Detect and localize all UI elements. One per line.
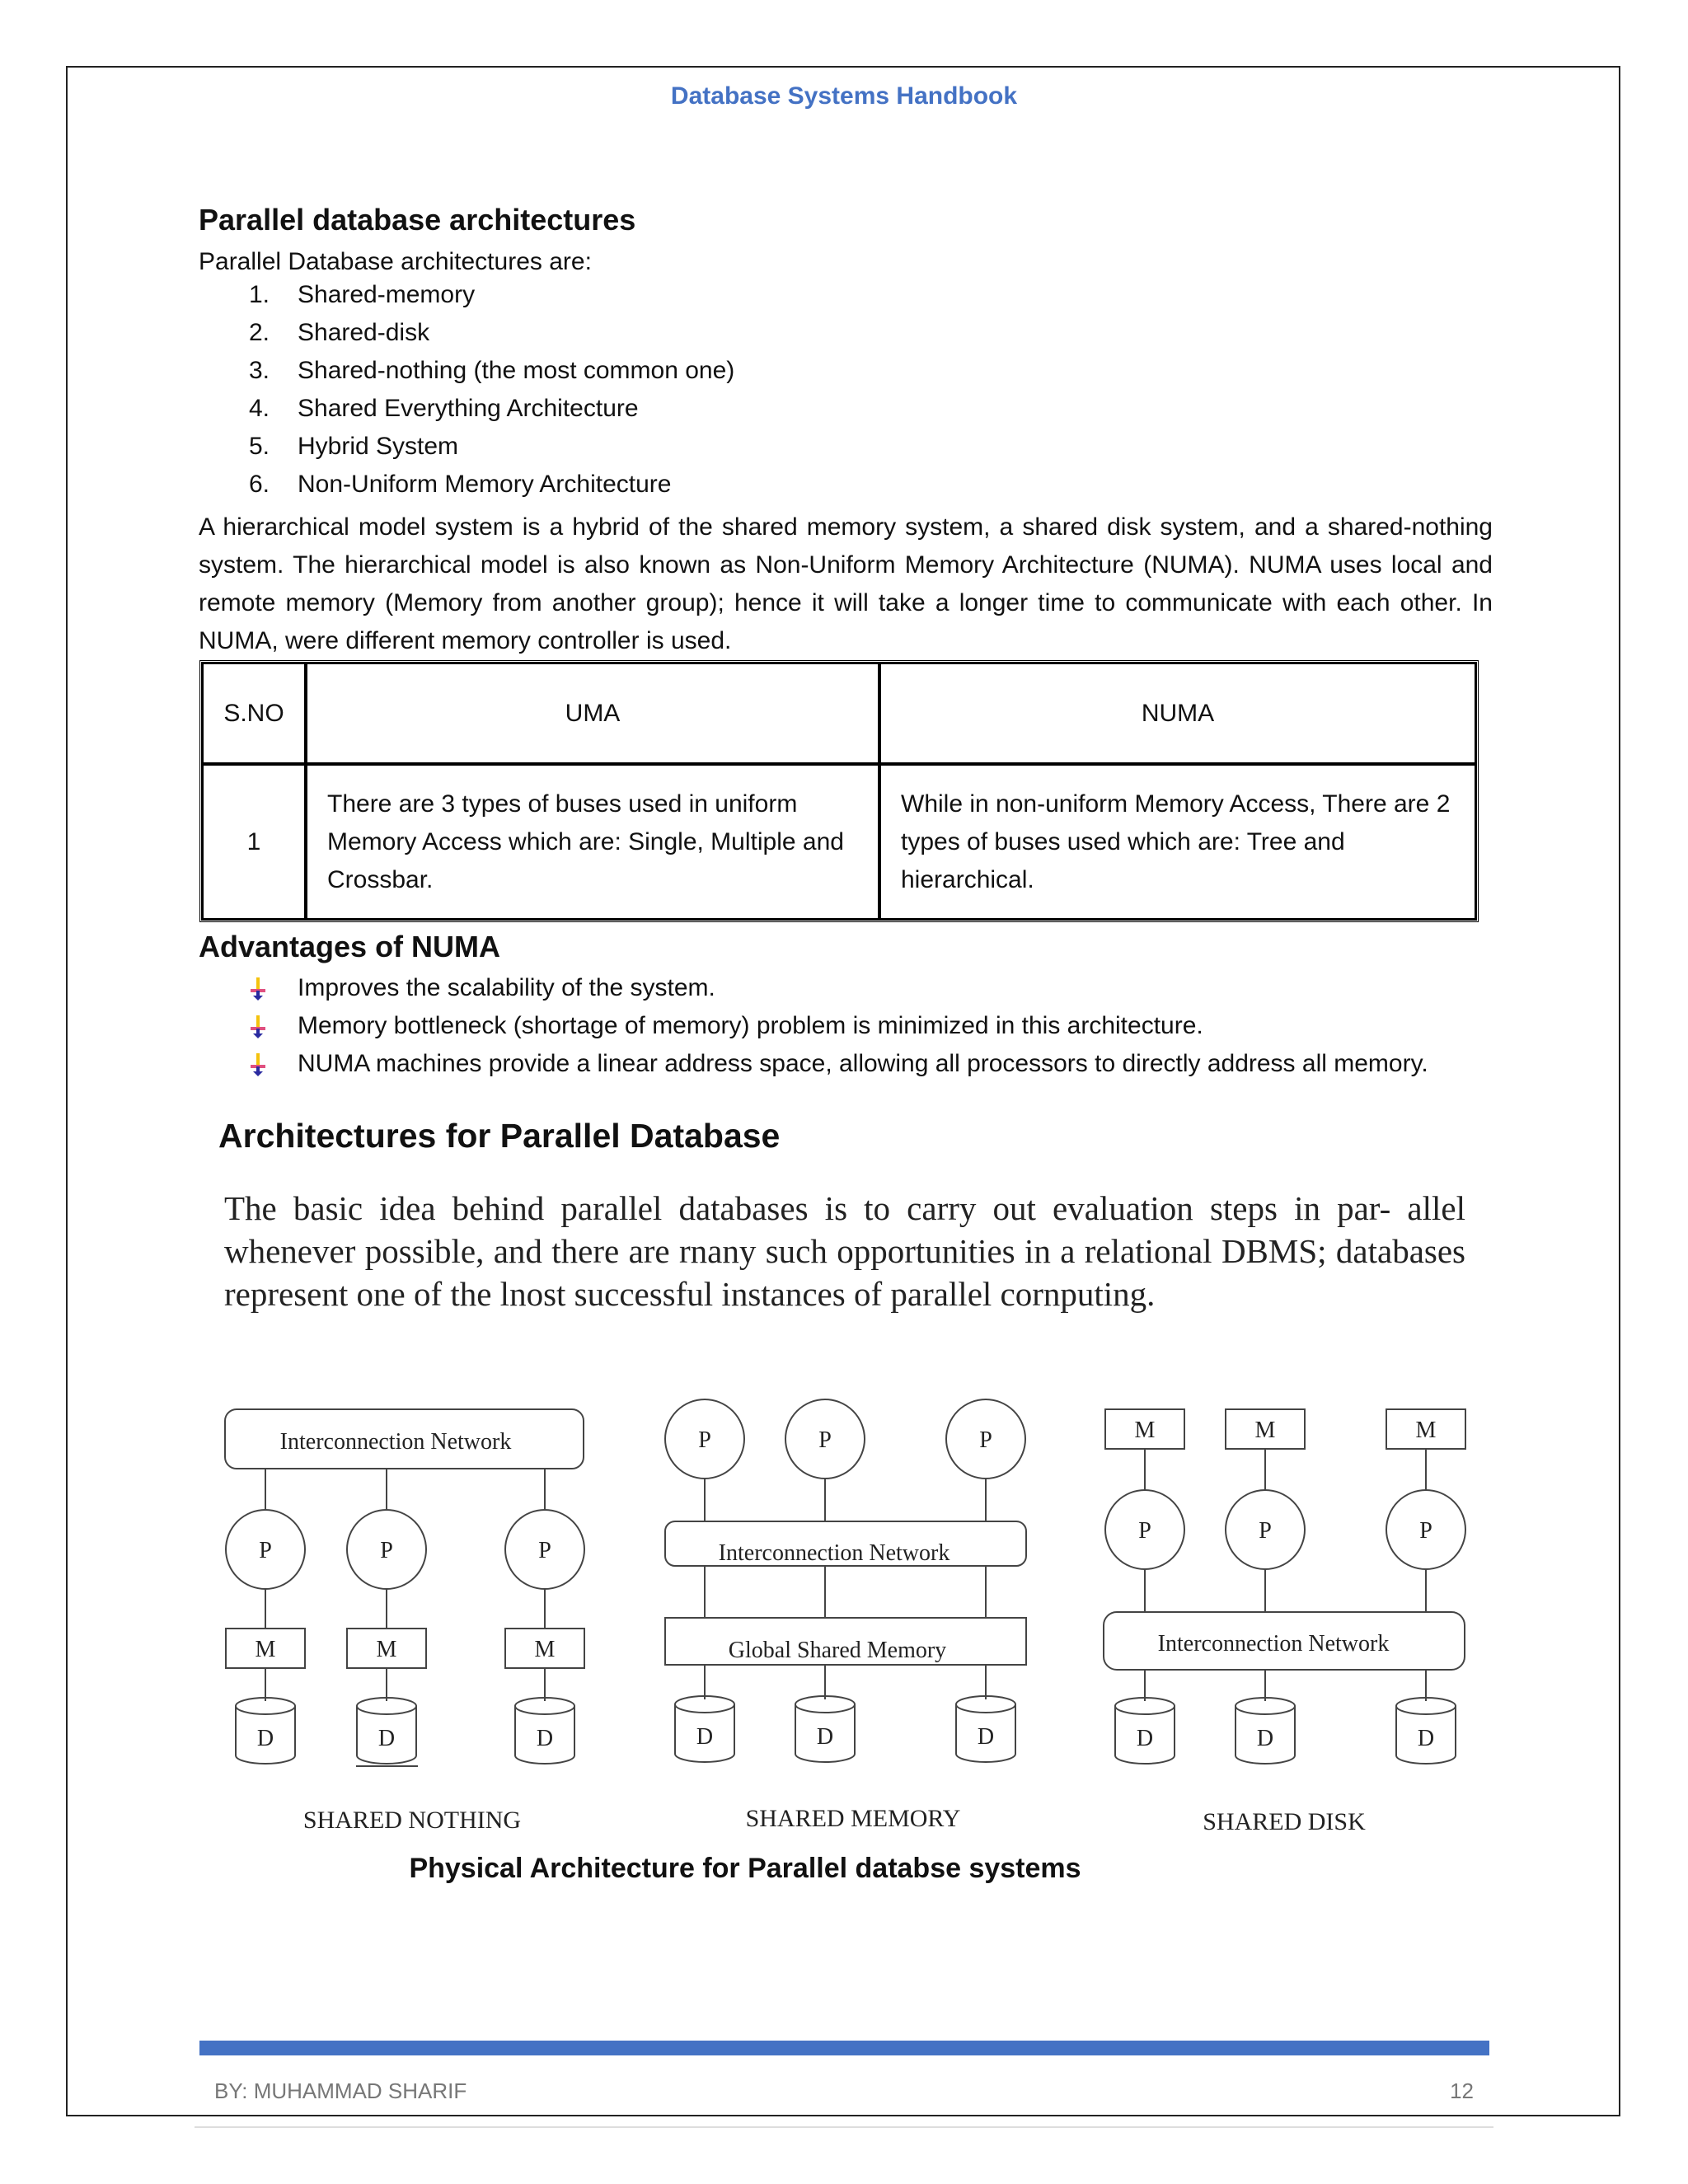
- memory-label: M: [1134, 1418, 1156, 1443]
- memory-label: M: [1254, 1418, 1276, 1443]
- processor-label: P: [1419, 1518, 1432, 1544]
- processor-label: P: [1259, 1518, 1272, 1544]
- list-item: Shared-nothing (the most common one): [298, 357, 735, 384]
- advantage-item: NUMA machines provide a linear address space, allowing all processors to directly address all memory.: [298, 1050, 1428, 1077]
- advantages-heading: Advantages of NUMA: [199, 930, 501, 963]
- header-sno: S.NO: [202, 663, 306, 764]
- figure-caption: Physical Architecture for Parallel databse systems: [409, 1853, 1081, 1884]
- disk-label: D: [696, 1724, 714, 1750]
- label-shared-nothing: SHARED NOTHING: [302, 1807, 522, 1834]
- section-heading: Parallel database architectures: [199, 203, 636, 237]
- architectures-heading: Architectures for Parallel Database: [218, 1117, 781, 1155]
- processor-label: P: [1138, 1518, 1151, 1544]
- cell-uma: There are 3 types of buses used in uniform Memory Access which are: Single, Multiple and Crossbar.: [306, 764, 879, 920]
- disk-label: D: [1256, 1726, 1274, 1751]
- list-item: Shared-memory: [298, 281, 476, 308]
- processor-label: P: [979, 1427, 992, 1453]
- list-number: 1.: [249, 281, 270, 308]
- disk-label: D: [816, 1724, 834, 1750]
- disk-label: D: [1417, 1726, 1435, 1751]
- architectures-paragraph: The basic idea behind parallel databases is to carry out evaluation steps in par- allel whenever possible, and there are rnany such opportunities in a relational DBMS; databases represent one of the lnost successful instances of parallel cornputing.: [224, 1189, 1465, 1313]
- list-number: 4.: [249, 395, 270, 422]
- disk-label: D: [256, 1726, 274, 1751]
- header-numa: NUMA: [879, 663, 1476, 764]
- disk-label: D: [977, 1724, 995, 1750]
- list-number: 2.: [249, 319, 270, 346]
- numa-paragraph: A hierarchical model system is a hybrid of the shared memory system, a shared disk system, and a shared-nothing system. The hierarchical model is also known as Non-Uniform Memory Architecture (NUMA). NUMA uses local and remote memory (Memory from another group); hence it will take a longer time to communicate with each other. In NUMA, were different memory controller is used.: [199, 513, 1493, 654]
- disk-label: D: [377, 1726, 396, 1751]
- disk-label: D: [536, 1726, 554, 1751]
- memory-label: M: [255, 1637, 276, 1662]
- label-shared-disk: SHARED DISK: [1203, 1808, 1366, 1835]
- list-item: Non-Uniform Memory Architecture: [298, 471, 672, 498]
- label-shared-memory: SHARED MEMORY: [745, 1805, 961, 1832]
- page-number: 12: [1450, 2079, 1474, 2103]
- advantage-item: Improves the scalability of the system.: [298, 974, 715, 1001]
- running-header: Database Systems Handbook: [670, 82, 1018, 110]
- processor-label: P: [259, 1538, 272, 1563]
- advantage-item: Memory bottleneck (shortage of memory) problem is minimized in this architecture.: [298, 1012, 1203, 1039]
- global-memory-label: Global Shared Memory: [728, 1638, 947, 1663]
- processor-label: P: [818, 1427, 832, 1453]
- memory-label: M: [534, 1637, 556, 1662]
- list-number: 3.: [249, 357, 270, 384]
- cell-numa: While in non-uniform Memory Access, There are 2 types of buses used which are: Tree and hierarchical.: [879, 764, 1476, 920]
- list-number: 5.: [249, 433, 270, 460]
- intro-text: Parallel Database architectures are:: [199, 248, 592, 275]
- disk-label: D: [1136, 1726, 1154, 1751]
- list-number: 6.: [249, 471, 270, 498]
- processor-label: P: [698, 1427, 711, 1453]
- footer-bar: [199, 2041, 1489, 2055]
- list-item: Hybrid System: [298, 433, 459, 460]
- network-label: Interconnection Network: [279, 1429, 512, 1455]
- memory-label: M: [376, 1637, 397, 1662]
- network-label: Interconnection Network: [1157, 1631, 1390, 1657]
- processor-label: P: [538, 1538, 551, 1563]
- footer-author: BY: MUHAMMAD SHARIF: [214, 2079, 467, 2103]
- processor-label: P: [380, 1538, 393, 1563]
- bottom-rule: [195, 2126, 1493, 2128]
- memory-label: M: [1415, 1418, 1437, 1443]
- header-uma: UMA: [306, 663, 879, 764]
- list-item: Shared Everything Architecture: [298, 395, 639, 422]
- network-label: Interconnection Network: [718, 1540, 950, 1566]
- cell-sno: 1: [202, 764, 306, 920]
- list-item: Shared-disk: [298, 319, 430, 346]
